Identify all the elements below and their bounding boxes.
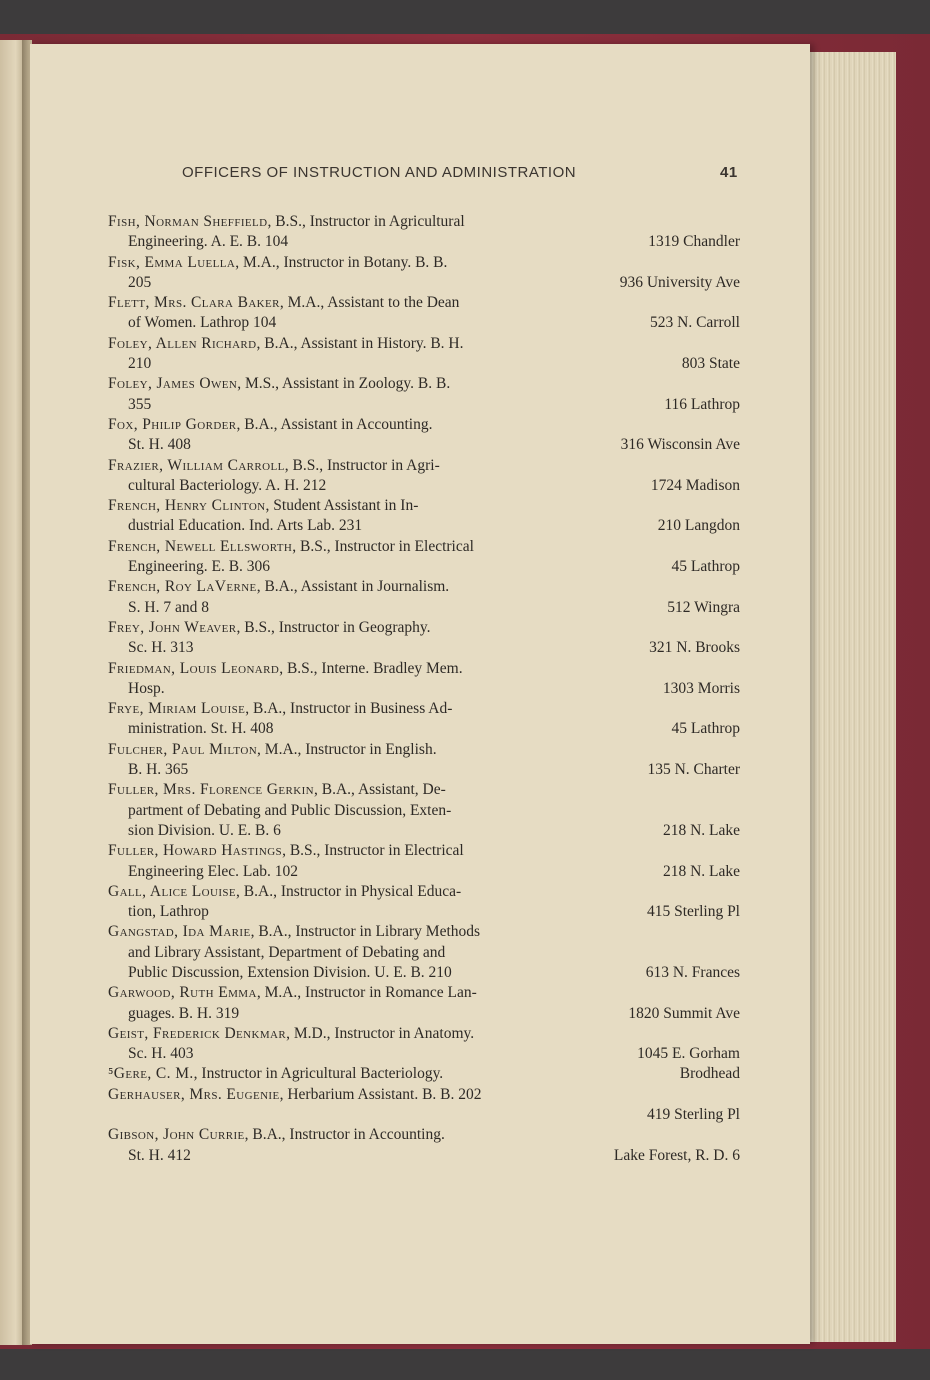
entry-text: French, Henry Clinton, Student Assistant in In- (108, 497, 419, 515)
directory-entry (108, 882, 748, 923)
directory-entry (108, 293, 748, 334)
entry-text: S. H. 7 and 8 (128, 598, 209, 616)
entry-address: 135 N. Charter (647, 761, 740, 779)
entry-continuation-line (108, 801, 748, 821)
entry-text: Sc. H. 403 (128, 1045, 194, 1063)
entry-text: ⁵Gere, C. M., Instructor in Agricultural Bacteriology. (108, 1065, 444, 1083)
directory-entry (108, 659, 748, 700)
entry-continuation-line (108, 273, 748, 293)
entry-continuation-line (108, 1044, 748, 1064)
entry-name-line (108, 1024, 748, 1044)
entry-address: 1303 Morris (662, 679, 740, 697)
entry-text: ministration. St. H. 408 (128, 720, 274, 738)
entry-text: St. H. 412 (128, 1146, 191, 1164)
entry-text: Hosp. (128, 679, 165, 697)
entry-name-line (108, 618, 748, 638)
entry-text: 205 (128, 273, 152, 291)
entry-text: Gangstad, Ida Marie, B.A., Instructor in Library Methods (108, 923, 481, 941)
entry-continuation-line (108, 232, 748, 252)
entry-continuation-line (108, 679, 748, 699)
entry-name-line (108, 841, 748, 861)
entry-address: 523 N. Carroll (650, 314, 740, 332)
directory-entry (108, 780, 748, 841)
entry-text: and Library Assistant, Department of Debating and (128, 943, 446, 961)
entry-text: Fuller, Mrs. Florence Gerkin, B.A., Assistant, De- (108, 781, 446, 799)
entry-continuation-line (108, 719, 748, 739)
directory-entry (108, 212, 748, 253)
entry-continuation-line (108, 943, 748, 963)
directory-entry (108, 374, 748, 415)
entry-text: Fulcher, Paul Milton, M.A., Instructor in English. (108, 740, 437, 758)
entry-continuation-line (108, 313, 748, 333)
entry-continuation-line (108, 638, 748, 658)
entry-text: St. H. 408 (128, 436, 191, 454)
entry-continuation-line (108, 862, 748, 882)
directory-entry (108, 922, 748, 983)
entry-text: dustrial Education. Ind. Arts Lab. 231 (128, 517, 363, 535)
entry-text: Engineering. E. B. 306 (128, 558, 271, 576)
entry-continuation-line (108, 963, 748, 983)
entry-address: 936 University Ave (619, 273, 740, 291)
entry-text: Foley, Allen Richard, B.A., Assistant in History. B. H. (108, 334, 464, 352)
entry-address: 415 Sterling Pl (646, 903, 740, 921)
directory-entry (108, 253, 748, 294)
entry-text: French, Newell Ellsworth, B.S., Instructor in Electrical (108, 537, 474, 555)
entry-address: 1820 Summit Ave (628, 1004, 740, 1022)
entry-name-line (108, 537, 748, 557)
entry-name-line (108, 456, 748, 476)
entry-continuation-line (108, 1105, 748, 1125)
page-stack-edge (796, 52, 896, 1342)
directory-entry (108, 577, 748, 618)
entry-name-line (108, 1064, 748, 1084)
entry-address: 803 State (681, 355, 740, 373)
entry-text: guages. B. H. 319 (128, 1004, 240, 1022)
directory-entry (108, 1064, 748, 1084)
entry-address: 1319 Chandler (648, 233, 740, 251)
entry-text: Fuller, Howard Hastings, B.S., Instructor in Electrical (108, 842, 464, 860)
directory-entry (108, 1125, 748, 1166)
entry-text: Engineering. A. E. B. 104 (128, 233, 289, 251)
entry-address: Brodhead (679, 1065, 740, 1083)
entry-text: Friedman, Louis Leonard, B.S., Interne. Bradley Mem. (108, 659, 463, 677)
entry-text: Frazier, William Carroll, B.S., Instructor in Agri- (108, 456, 440, 474)
entry-continuation-line (108, 1146, 748, 1166)
directory-entry (108, 841, 748, 882)
entry-text: Fox, Philip Gorder, B.A., Assistant in Accounting. (108, 415, 433, 433)
entry-address: Lake Forest, R. D. 6 (613, 1146, 740, 1164)
entry-text: Fish, Norman Sheffield, B.S., Instructor in Agricultural (108, 213, 465, 230)
entry-name-line (108, 374, 748, 394)
entry-text: partment of Debating and Public Discussion, Exten- (128, 801, 452, 819)
entry-address: 321 N. Brooks (649, 639, 740, 657)
entry-continuation-line (108, 821, 748, 841)
directory-entry (108, 740, 748, 781)
entry-continuation-line (108, 902, 748, 922)
directory-entry (108, 496, 748, 537)
entry-text: Gibson, John Currie, B.A., Instructor in Accounting. (108, 1126, 445, 1144)
entry-text: French, Roy LaVerne, B.A., Assistant in Journalism. (108, 578, 450, 596)
entry-name-line (108, 983, 748, 1003)
entry-name-line (108, 293, 748, 313)
entry-address: 45 Lathrop (671, 720, 740, 738)
entry-text: tion, Lathrop (128, 903, 209, 921)
running-head: OFFICERS OF INSTRUCTION AND ADMINISTRATION (182, 164, 577, 181)
entry-address: 1724 Madison (650, 476, 740, 494)
entry-text: Frye, Miriam Louise, B.A., Instructor in Business Ad- (108, 700, 453, 718)
entry-address: 1045 E. Gorham (637, 1045, 740, 1063)
entry-continuation-line (108, 1004, 748, 1024)
entry-name-line (108, 1085, 748, 1105)
directory-entry (108, 456, 748, 497)
entry-address: 45 Lathrop (671, 558, 740, 576)
entry-name-line (108, 212, 748, 232)
entry-text: Gerhauser, Mrs. Eugenie, Herbarium Assistant. B. B. 202 (108, 1085, 482, 1103)
entry-name-line (108, 334, 748, 354)
directory-entries (108, 212, 748, 1166)
entry-name-line (108, 659, 748, 679)
entry-name-line (108, 1125, 748, 1145)
directory-entry (108, 1085, 748, 1126)
entry-continuation-line (108, 354, 748, 374)
entry-text: Flett, Mrs. Clara Baker, M.A., Assistant to the Dean (108, 294, 460, 312)
entry-text: Sc. H. 313 (128, 639, 194, 657)
entry-continuation-line (108, 557, 748, 577)
directory-entry (108, 1024, 748, 1065)
entry-name-line (108, 740, 748, 760)
directory-entry (108, 415, 748, 456)
page-number: 41 (720, 164, 738, 181)
directory-entry (108, 983, 748, 1024)
entry-text: cultural Bacteriology. A. H. 212 (128, 476, 327, 494)
entry-text: Garwood, Ruth Emma, M.A., Instructor in Romance Lan- (108, 984, 477, 1002)
entry-text: Frey, John Weaver, B.S., Instructor in Geography. (108, 618, 431, 636)
entry-text: of Women. Lathrop 104 (128, 314, 277, 332)
entry-address: 419 Sterling Pl (646, 1106, 740, 1124)
directory-entry (108, 537, 748, 578)
entry-continuation-line (108, 476, 748, 496)
entry-text: Foley, James Owen, M.S., Assistant in Zoology. B. B. (108, 375, 451, 393)
entry-name-line (108, 699, 748, 719)
entry-address: 613 N. Frances (645, 963, 740, 981)
entry-text: 210 (128, 355, 152, 373)
directory-entry (108, 334, 748, 375)
entry-name-line (108, 882, 748, 902)
entry-text: Geist, Frederick Denkmar, M.D., Instructor in Anatomy. (108, 1024, 475, 1042)
entry-name-line (108, 496, 748, 516)
directory-entry (108, 699, 748, 740)
entry-text: Public Discussion, Extension Division. U. E. B. 210 (128, 963, 452, 981)
entry-name-line (108, 577, 748, 597)
entry-text: 355 (128, 395, 152, 413)
entry-name-line (108, 253, 748, 273)
entry-text: Gall, Alice Louise, B.A., Instructor in Physical Educa- (108, 882, 462, 900)
directory-entry (108, 618, 748, 659)
entry-address: 218 N. Lake (662, 821, 740, 839)
entry-name-line (108, 415, 748, 435)
entry-text: sion Division. U. E. B. 6 (128, 821, 281, 839)
entry-text: Engineering Elec. Lab. 102 (128, 862, 299, 880)
entry-continuation-line (108, 760, 748, 780)
entry-continuation-line (108, 435, 748, 455)
entry-continuation-line (108, 598, 748, 618)
entry-name-line (108, 922, 748, 942)
entry-name-line (108, 780, 748, 800)
entry-address: 218 N. Lake (662, 862, 740, 880)
entry-text: Fisk, Emma Luella, M.A., Instructor in Botany. B. B. (108, 253, 448, 271)
entry-continuation-line (108, 516, 748, 536)
entry-address: 512 Wingra (667, 598, 740, 616)
entry-text: B. H. 365 (128, 761, 189, 779)
entry-address: 116 Lathrop (664, 395, 740, 413)
entry-address: 210 Langdon (657, 517, 740, 535)
entry-continuation-line (108, 395, 748, 415)
entry-address: 316 Wisconsin Ave (620, 436, 740, 454)
